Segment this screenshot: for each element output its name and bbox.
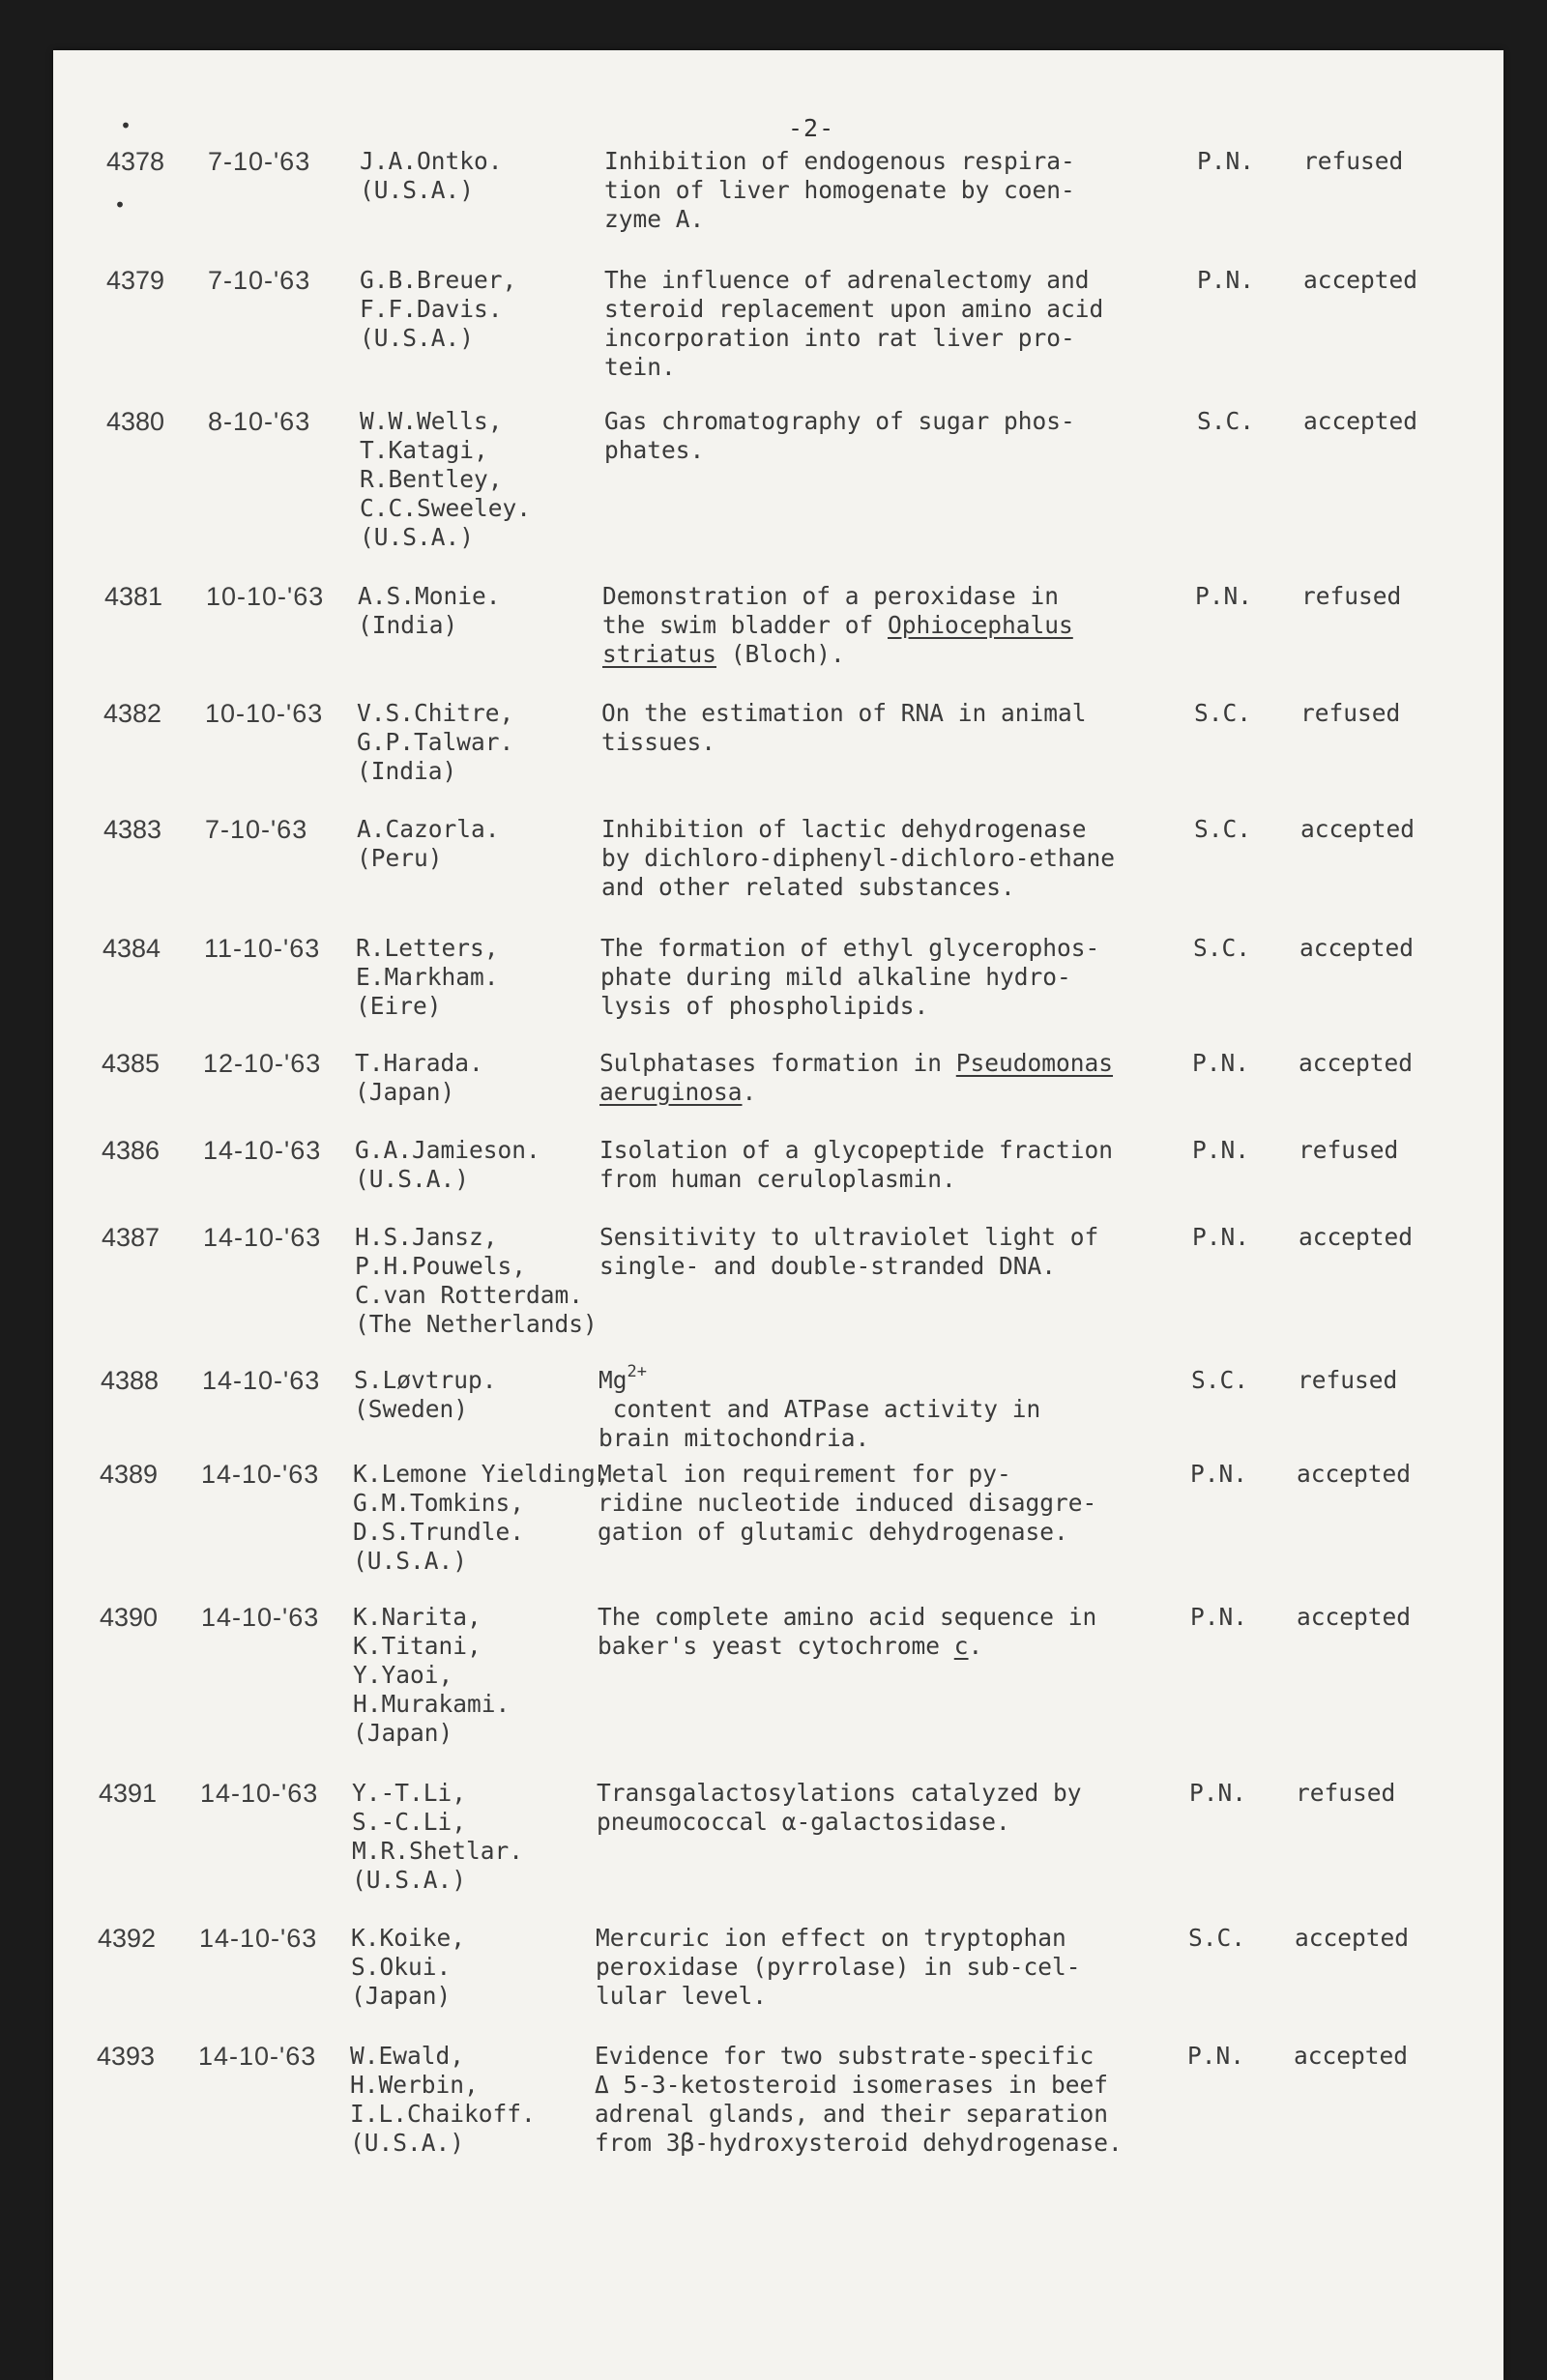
title-line — [598, 1362, 1040, 1395]
title-fragment: striatus — [602, 640, 717, 668]
entry-authors — [351, 1924, 465, 2011]
title-line: phates. — [604, 436, 705, 464]
entry-authors — [356, 934, 499, 1021]
title-fragment: Ophiocephalus — [888, 611, 1073, 639]
entry-title — [604, 266, 1103, 382]
title-fragment: Sulphatases formation in — [599, 1049, 956, 1077]
entry-number: 4386 — [102, 1136, 161, 1165]
entry-decision: refused — [1296, 1779, 1396, 1807]
author-line: S.-C.Li, — [352, 1808, 467, 1836]
entry-authors — [358, 582, 501, 640]
entry-number: 4391 — [99, 1779, 158, 1808]
entry-date: 10-10-'63 — [206, 582, 325, 611]
entry-date: 11-10-'63 — [204, 934, 321, 963]
title-line: tion of liver homogenate by coen- — [604, 176, 1075, 204]
title-line: Gas chromatography of sugar phos- — [604, 407, 1075, 435]
entry-number: 4378 — [106, 147, 165, 176]
entry-category: S.C. — [1194, 815, 1252, 843]
entry-category: P.N. — [1192, 1136, 1250, 1164]
title-line: Isolation of a glycopeptide fraction — [599, 1136, 1114, 1164]
title-fragment: aeruginosa — [599, 1078, 743, 1106]
entry-decision: refused — [1300, 699, 1401, 727]
author-line: D.S.Trundle. — [353, 1518, 525, 1546]
author-line: G.P.Talwar. — [357, 728, 514, 756]
author-line: G.M.Tomkins, — [353, 1489, 525, 1517]
title-fragment: brain mitochondria. — [598, 1424, 870, 1452]
author-line: S.Løvtrup. — [354, 1366, 497, 1394]
author-line: G.B.Breuer, — [360, 266, 517, 294]
title-fragment: content and ATPase activity in — [598, 1395, 1041, 1423]
entry-category: P.N. — [1197, 147, 1255, 175]
entry-category: S.C. — [1197, 407, 1255, 435]
author-line: Y.-T.Li, — [352, 1779, 467, 1807]
entry-authors — [350, 2042, 536, 2158]
author-line: (U.S.A.) — [360, 324, 475, 352]
margin-mark: • — [120, 114, 132, 137]
entry-decision: accepted — [1297, 1603, 1412, 1631]
author-line: Y.Yaoi, — [353, 1661, 453, 1689]
entry-number: 4392 — [98, 1924, 157, 1953]
title-fragment: . — [742, 1078, 757, 1106]
entry-decision: accepted — [1299, 934, 1415, 962]
author-line: (Sweden) — [354, 1395, 469, 1423]
title-line: steroid replacement upon amino acid — [604, 295, 1104, 323]
entry-date: 14-10-'63 — [199, 1924, 318, 1953]
entry-number: 4388 — [101, 1366, 160, 1395]
entry-category: P.N. — [1190, 1460, 1248, 1488]
author-line: K.Lemone Yielding, — [353, 1460, 610, 1488]
author-line: W.W.Wells, — [360, 407, 503, 435]
title-line: incorporation into rat liver pro- — [604, 324, 1075, 352]
entry-number: 4380 — [106, 407, 165, 436]
entry-category: P.N. — [1192, 1223, 1250, 1251]
entry-authors — [360, 407, 531, 552]
title-fragment: 2+ — [627, 1362, 647, 1381]
author-line: K.Koike, — [351, 1924, 466, 1952]
entry-category: S.C. — [1188, 1924, 1246, 1952]
title-fragment: The complete amino acid sequence in — [598, 1603, 1097, 1631]
author-line: (India) — [357, 757, 457, 785]
entry-number: 4393 — [97, 2042, 156, 2071]
title-line — [602, 582, 1073, 611]
title-line — [598, 1632, 1096, 1661]
author-line: T.Katagi, — [360, 436, 488, 464]
title-line: gation of glutamic dehydrogenase. — [598, 1518, 1068, 1546]
entry-authors — [357, 699, 513, 786]
entry-decision: refused — [1301, 582, 1402, 610]
entry-authors — [352, 1779, 523, 1895]
entry-decision: refused — [1298, 1366, 1398, 1394]
entry-decision: refused — [1299, 1136, 1399, 1164]
entry-date: 14-10-'63 — [198, 2042, 317, 2071]
author-line: W.Ewald, — [350, 2042, 465, 2070]
author-line: G.A.Jamieson. — [355, 1136, 540, 1164]
entry-category: P.N. — [1187, 2042, 1245, 2070]
author-line: T.Harada. — [355, 1049, 483, 1077]
title-fragment: (Bloch). — [716, 640, 845, 668]
entry-decision: accepted — [1299, 1223, 1414, 1251]
entry-title — [599, 1049, 1113, 1107]
entry-authors — [353, 1460, 610, 1576]
entry-authors — [355, 1223, 598, 1339]
entry-decision: accepted — [1303, 407, 1418, 435]
entry-decision: accepted — [1294, 2042, 1409, 2070]
entry-number: 4381 — [104, 582, 163, 611]
author-line: R.Bentley, — [360, 465, 503, 493]
entry-title — [601, 815, 1115, 902]
entry-date: 14-10-'63 — [203, 1136, 322, 1165]
entry-title — [601, 699, 1087, 757]
author-line: R.Letters, — [356, 934, 499, 962]
title-line: zyme A. — [604, 205, 705, 233]
entry-date: 7-10-'63 — [205, 815, 308, 844]
entry-authors — [354, 1366, 497, 1424]
author-line: (U.S.A.) — [353, 1547, 468, 1575]
entry-date: 8-10-'63 — [208, 407, 311, 436]
title-line: lysis of phospholipids. — [600, 992, 929, 1020]
entry-category: P.N. — [1195, 582, 1253, 610]
title-line: The influence of adrenalectomy and — [604, 266, 1090, 294]
entry-title — [599, 1136, 1113, 1194]
entry-category: P.N. — [1197, 266, 1255, 294]
title-line: On the estimation of RNA in animal — [601, 699, 1087, 727]
title-line: Metal ion requirement for py- — [598, 1460, 1011, 1488]
author-line: K.Narita, — [353, 1603, 482, 1631]
title-line: Inhibition of lactic dehydrogenase — [601, 815, 1087, 843]
author-line: E.Markham. — [356, 963, 499, 991]
title-fragment: Pseudomonas — [955, 1049, 1114, 1077]
title-line: by dichloro-diphenyl-dichloro-ethane — [601, 844, 1116, 872]
entry-number: 4383 — [103, 815, 162, 844]
author-line: (U.S.A.) — [352, 1866, 467, 1894]
author-line: A.Cazorla. — [357, 815, 500, 843]
entry-title — [602, 582, 1073, 669]
entry-date: 7-10-'63 — [208, 147, 311, 176]
entry-number: 4382 — [103, 699, 162, 728]
entry-title — [598, 1603, 1096, 1661]
title-line — [599, 1049, 1113, 1078]
page-number: -2- — [788, 114, 835, 142]
author-line: (The Netherlands) — [355, 1310, 598, 1338]
entry-date: 14-10-'63 — [200, 1779, 319, 1808]
title-line: tissues. — [601, 728, 716, 756]
title-line: ridine nucleotide induced disaggre- — [598, 1489, 1097, 1517]
author-line: (U.S.A.) — [350, 2129, 465, 2157]
entry-category: S.C. — [1193, 934, 1251, 962]
entry-title — [604, 147, 1075, 234]
title-line: single- and double-stranded DNA. — [599, 1252, 1057, 1280]
entry-number: 4379 — [106, 266, 165, 295]
title-line — [598, 1603, 1096, 1632]
entry-category: P.N. — [1192, 1049, 1250, 1077]
author-line: C.van Rotterdam. — [355, 1281, 584, 1309]
entry-number: 4387 — [102, 1223, 161, 1252]
entry-title — [595, 2042, 1123, 2158]
title-line — [599, 1078, 1113, 1107]
entry-authors — [360, 147, 503, 205]
title-line: peroxidase (pyrrolase) in sub-cel- — [596, 1953, 1081, 1981]
entry-date: 12-10-'63 — [203, 1049, 322, 1078]
entry-decision: accepted — [1295, 1924, 1410, 1952]
title-line: pneumococcal α-galactosidase. — [597, 1808, 1010, 1836]
title-line: adrenal glands, and their separation — [595, 2100, 1109, 2128]
entry-title — [604, 407, 1075, 465]
author-line: (Japan) — [353, 1719, 453, 1747]
entry-date: 14-10-'63 — [202, 1366, 321, 1395]
author-line: S.Okui. — [351, 1953, 452, 1981]
title-line: Evidence for two substrate-specific — [595, 2042, 1095, 2070]
title-line: Inhibition of endogenous respira- — [604, 147, 1075, 175]
title-line: lular level. — [596, 1982, 768, 2010]
entry-date: 7-10-'63 — [208, 266, 311, 295]
entry-category: P.N. — [1190, 1603, 1248, 1631]
entry-title — [597, 1779, 1082, 1837]
author-line: H.Murakami. — [353, 1690, 511, 1718]
author-line: V.S.Chitre, — [357, 699, 514, 727]
author-line: J.A.Ontko. — [360, 147, 503, 175]
author-line: M.R.Shetlar. — [352, 1837, 524, 1865]
title-fragment: the swim bladder of — [602, 611, 889, 639]
entry-number: 4384 — [102, 934, 161, 963]
author-line: F.F.Davis. — [360, 295, 503, 323]
entry-decision: accepted — [1299, 1049, 1414, 1077]
author-line: A.S.Monie. — [358, 582, 501, 610]
author-line: (Eire) — [356, 992, 442, 1020]
entry-date: 10-10-'63 — [205, 699, 324, 728]
title-fragment: Demonstration of a peroxidase in — [602, 582, 1060, 610]
title-line: Mercuric ion effect on tryptophan — [596, 1924, 1066, 1952]
author-line: K.Titani, — [353, 1632, 482, 1660]
title-line: Transgalactosylations catalyzed by — [597, 1779, 1082, 1807]
title-line: from 3β-hydroxysteroid dehydrogenase. — [595, 2129, 1123, 2157]
entry-date: 14-10-'63 — [201, 1603, 320, 1632]
entry-authors — [355, 1049, 483, 1107]
author-line: (Peru) — [357, 844, 443, 872]
title-line: and other related substances. — [601, 873, 1015, 901]
title-line: The formation of ethyl glycerophos- — [600, 934, 1100, 962]
entry-number: 4389 — [100, 1460, 159, 1489]
entry-authors — [360, 266, 516, 353]
title-line — [602, 611, 1073, 640]
entry-title — [598, 1460, 1096, 1547]
entry-authors — [353, 1603, 510, 1748]
entry-category: S.C. — [1194, 699, 1252, 727]
author-line: I.L.Chaikoff. — [350, 2100, 536, 2128]
title-line: tein. — [604, 353, 676, 381]
entry-category: P.N. — [1189, 1779, 1247, 1807]
entry-category: S.C. — [1191, 1366, 1249, 1394]
entry-title — [599, 1223, 1098, 1281]
entry-number: 4390 — [100, 1603, 159, 1632]
author-line: H.S.Jansz, — [355, 1223, 498, 1251]
entry-decision: refused — [1303, 147, 1404, 175]
title-line: phate during mild alkaline hydro- — [600, 963, 1071, 991]
author-line: (Japan) — [355, 1078, 455, 1106]
author-line: (India) — [358, 611, 458, 639]
author-line: C.C.Sweeley. — [360, 494, 532, 522]
entry-decision: accepted — [1300, 815, 1416, 843]
margin-mark: • — [114, 193, 127, 217]
title-fragment: c — [953, 1632, 969, 1660]
title-fragment: baker's yeast cytochrome — [598, 1632, 954, 1660]
entry-authors — [357, 815, 500, 873]
entry-title — [596, 1924, 1081, 2011]
entry-title — [600, 934, 1099, 1021]
entry-date: 14-10-'63 — [203, 1223, 322, 1252]
title-line: from human ceruloplasmin. — [599, 1165, 956, 1193]
author-line: (U.S.A.) — [360, 176, 475, 204]
title-fragment: . — [968, 1632, 983, 1660]
title-line — [602, 640, 1073, 669]
author-line: (Japan) — [351, 1982, 452, 2010]
author-line: (U.S.A.) — [355, 1165, 470, 1193]
author-line: (U.S.A.) — [360, 523, 475, 551]
entry-authors — [355, 1136, 540, 1194]
entry-date: 14-10-'63 — [201, 1460, 320, 1489]
entry-decision: accepted — [1297, 1460, 1412, 1488]
title-line — [598, 1424, 1040, 1453]
title-fragment: Mg — [598, 1366, 628, 1394]
entry-decision: accepted — [1303, 266, 1418, 294]
entry-title — [598, 1362, 1041, 1453]
entry-number: 4385 — [102, 1049, 161, 1078]
author-line: P.H.Pouwels, — [355, 1252, 527, 1280]
title-line: Sensitivity to ultraviolet light of — [599, 1223, 1099, 1251]
title-line — [598, 1395, 1040, 1424]
document-page — [53, 50, 1503, 2380]
title-line: Δ 5-3-ketosteroid isomerases in beef — [595, 2071, 1109, 2099]
author-line: H.Werbin, — [350, 2071, 479, 2099]
